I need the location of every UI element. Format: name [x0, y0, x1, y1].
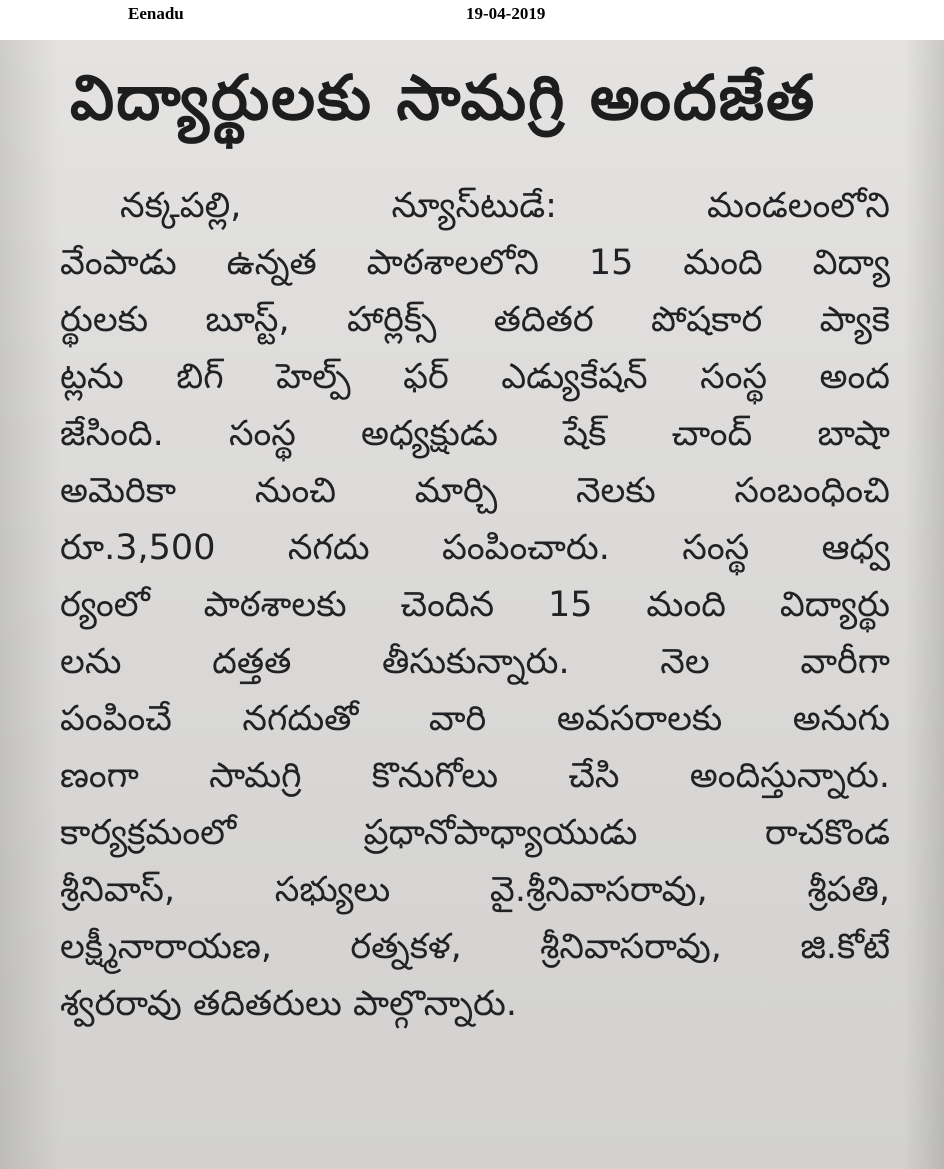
article-line: ర్యంలో పాఠశాలకు చెందిన 15 మంది విద్యార్థు [60, 585, 890, 625]
article-line: నక్కపల్లి, న్యూస్‌టుడే: మండలంలోని [120, 186, 890, 226]
article-line: రూ.3,500 నగదు పంపించారు. సంస్థ ఆధ్వ [60, 528, 890, 568]
article-line: శ్రీనివాస్, సభ్యులు వై.శ్రీనివాసరావు, శ్రీపతి, [60, 870, 890, 910]
newspaper-name: Eenadu [128, 4, 184, 23]
article-headline: విద్యార్థులకు సామగ్రి అందజేత [70, 61, 817, 134]
article-line: ణంగా సామగ్రి కొనుగోలు చేసి అందిస్తున్నారు. [60, 756, 890, 796]
article-line: అమెరికా నుంచి మార్చి నెలకు సంబంధించి [60, 471, 890, 511]
article-line: ర్థులకు బూస్ట్, హార్లిక్స్ తదితర పోషకార ప్యాకె [60, 300, 890, 340]
article-line: పంపించే నగదుతో వారి అవసరాలకు అనుగు [60, 699, 890, 739]
publication-date: 19-04-2019 [466, 4, 546, 23]
article-line: లక్ష్మీనారాయణ, రత్నకళ, శ్రీనివాసరావు, జి.కోటే [60, 927, 890, 967]
article-line: శ్వరరావు తదితరులు పాల్గొన్నారు. [60, 984, 517, 1024]
article-line: వేంపాడు ఉన్నత పాఠశాలలోని 15 మంది విద్యా [60, 243, 890, 283]
article-line: జేసింది. సంస్థ అధ్యక్షుడు షేక్ చాంద్ బాషా [60, 414, 890, 454]
newspaper-clipping [0, 40, 944, 1169]
clipping-meta-bar [0, 0, 944, 40]
article-line: లను దత్తత తీసుకున్నారు. నెల వారీగా [60, 642, 890, 682]
article-body [60, 178, 890, 1033]
article-line: కార్యక్రమంలో ప్రధానోపాధ్యాయుడు రాచకొండ [60, 813, 890, 853]
article-line: ట్లను బిగ్ హెల్ప్ ఫర్ ఎడ్యుకేషన్ సంస్థ అంద [60, 357, 890, 397]
